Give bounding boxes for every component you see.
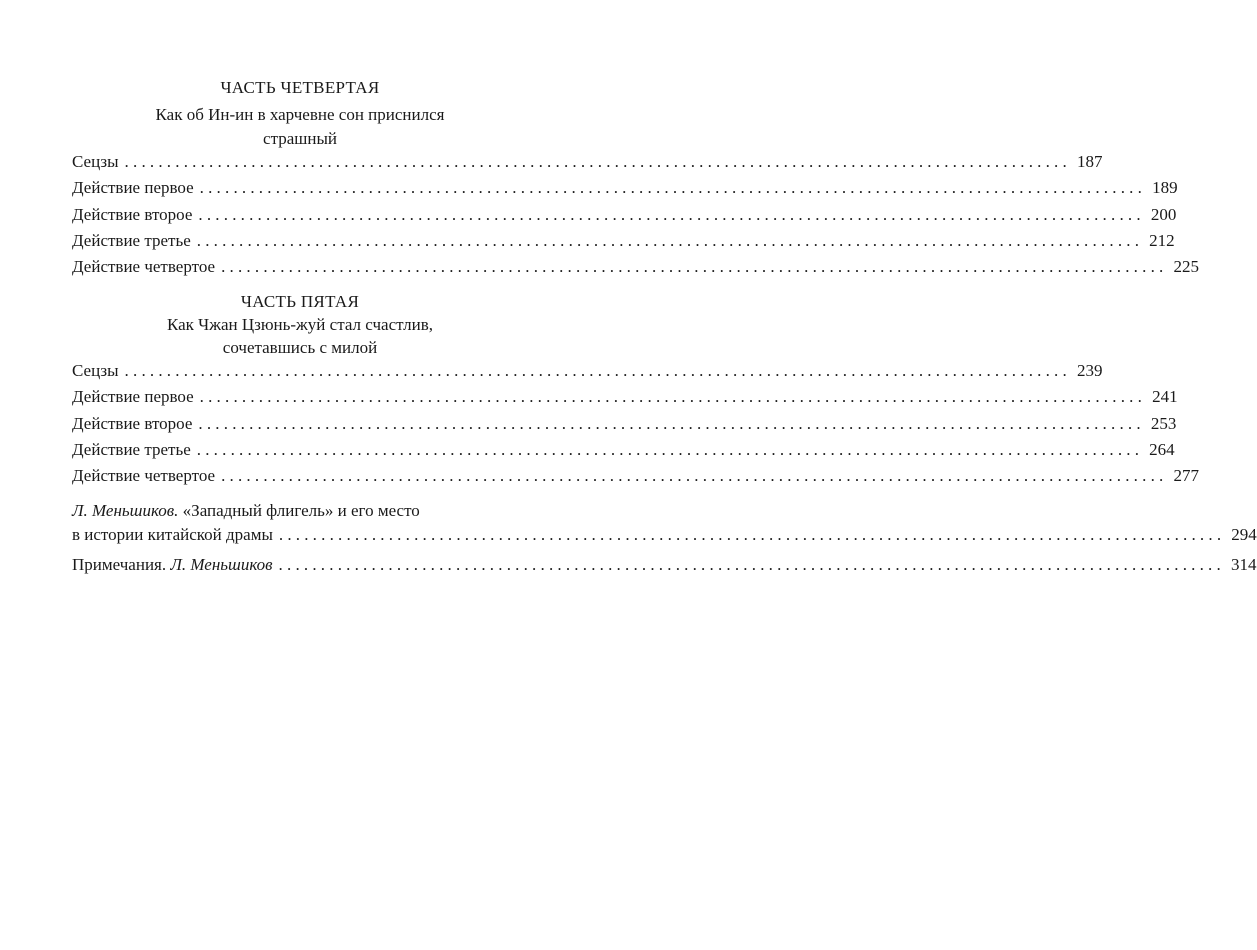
toc-entry-label: [72, 553, 279, 577]
toc-entry-part4-setszy[interactable]: [72, 150, 1103, 174]
part4-subtitle: [0, 104, 600, 150]
toc-entry-page-number: 264: [1149, 440, 1175, 459]
toc-entry-label: Действие третье: [72, 231, 191, 250]
part4-subtitle-line2: страшный: [263, 129, 337, 148]
toc-entry-label: Действие первое: [72, 387, 194, 406]
toc-entry-label: Действие третье: [72, 440, 191, 459]
essay-title-line2: в истории китайской драмы: [72, 525, 273, 544]
dot-leader: ................................................................................................................: [221, 466, 1168, 485]
dot-leader: ................................................................................................................: [198, 205, 1145, 224]
dot-leader: ................................................................................................................: [199, 387, 1147, 406]
part4-title: ЧАСТЬ ЧЕТВЕРТАЯ: [220, 78, 380, 97]
toc-entry-part5-setszy[interactable]: [72, 359, 1103, 383]
dot-leader: ................................................................................................................: [124, 152, 1071, 171]
toc-entry-page-number: 239: [1076, 361, 1103, 380]
toc-entry-page-number: 225: [1173, 257, 1199, 276]
toc-entry-page-number: 253: [1150, 414, 1177, 433]
essay-author: Л. Меньшиков.: [72, 501, 179, 520]
toc-entry-essay-line2[interactable]: [72, 523, 1257, 547]
toc-entry-part4-act2[interactable]: [72, 203, 1177, 227]
part5-subtitle-line2: сочетавшись с милой: [222, 338, 378, 357]
toc-entry-part5-act4[interactable]: [72, 464, 1199, 488]
toc-entry-label: Действие первое: [72, 178, 194, 197]
notes-label: Примечания.: [72, 555, 167, 574]
toc-entry-label: Действие второе: [72, 414, 193, 433]
toc-entry-page-number: 294: [1231, 525, 1257, 544]
toc-entry-label: Действие второе: [72, 205, 193, 224]
toc-entry-page-number: 200: [1150, 205, 1177, 224]
toc-entry-part5-act1[interactable]: [72, 385, 1178, 409]
dot-leader: ................................................................................................................: [278, 555, 1225, 574]
part5-title: ЧАСТЬ ПЯТАЯ: [240, 292, 360, 311]
toc-entry-page-number: 277: [1173, 466, 1199, 485]
dot-leader: ................................................................................................................: [196, 231, 1144, 250]
toc-entry-part5-act2[interactable]: [72, 412, 1177, 436]
toc-entry-notes[interactable]: [72, 553, 1257, 577]
dot-leader: ................................................................................................................: [198, 414, 1145, 433]
toc-entry-page-number: 241: [1152, 387, 1178, 406]
dot-leader: ................................................................................................................: [199, 178, 1147, 197]
toc-entry-page-number: 189: [1152, 178, 1178, 197]
part5-subtitle-line1: Как Чжан Цзюнь-жуй стал счастлив,: [167, 315, 433, 334]
toc-entry-part4-act3[interactable]: [72, 229, 1175, 253]
toc-entry-page-number: 314: [1230, 555, 1257, 574]
part4-heading: [0, 77, 600, 99]
essay-title-line1: «Западный флигель» и его место: [178, 501, 420, 520]
notes-author: Л. Меньшиков: [170, 555, 273, 574]
toc-entry-label: Сецзы: [72, 152, 119, 171]
toc-entry-page-number: 187: [1076, 152, 1103, 171]
toc-entry-label: Действие четвертое: [72, 257, 216, 276]
part5-subtitle: [0, 314, 600, 359]
toc-entry-label: Сецзы: [72, 361, 119, 380]
dot-leader: ................................................................................................................: [124, 361, 1071, 380]
part5-heading: [0, 291, 600, 313]
part4-subtitle-line1: Как об Ин-ин в харчевне сон приснился: [155, 105, 445, 124]
toc-entry-label: Действие четвертое: [72, 466, 216, 485]
dot-leader: ................................................................................................................: [196, 440, 1144, 459]
dot-leader: ................................................................................................................: [278, 525, 1226, 544]
toc-entry-part4-act1[interactable]: [72, 176, 1178, 200]
toc-entry-page-number: 212: [1149, 231, 1175, 250]
toc-entry-essay-line1[interactable]: [72, 499, 500, 523]
toc-entry-part4-act4[interactable]: [72, 255, 1199, 279]
dot-leader: ................................................................................................................: [221, 257, 1168, 276]
toc-entry-part5-act3[interactable]: [72, 438, 1175, 462]
